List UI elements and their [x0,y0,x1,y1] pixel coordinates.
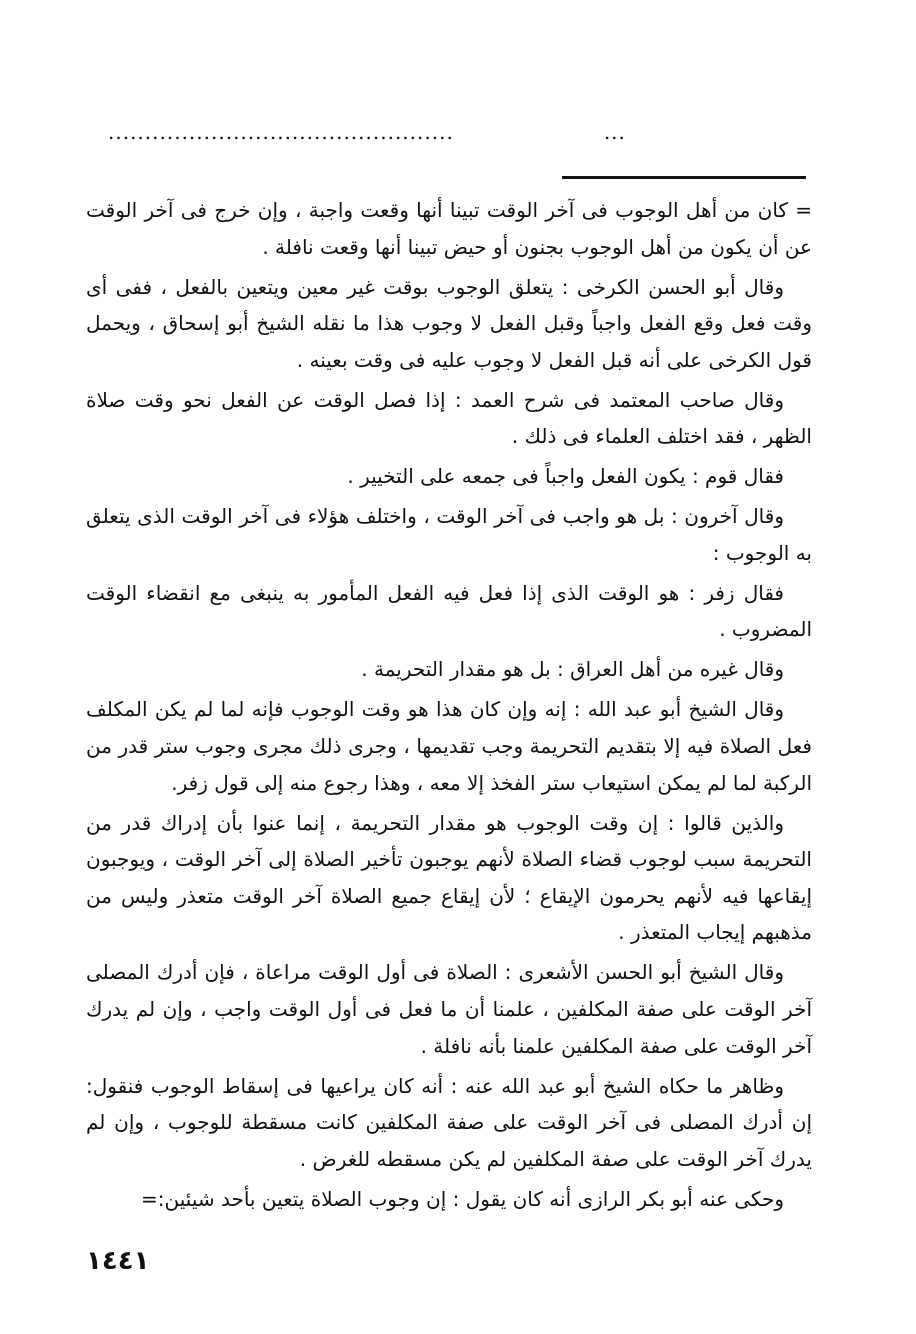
footnote-paragraph: فقال قوم : يكون الفعل واجباً فى جمعه على التخيير . [347,464,784,489]
dots-main: ............................................... [108,120,454,144]
page-number: ١٤٤١ [86,1246,150,1276]
footnote-paragraph: وقال الشيخ أبو عبد الله : إنه وإن كان هذا هو وقت الوجوب فإنه لما لم يكن المكلف فعل الصلاة فيه إلا بتقديم التحريمة وجب تقديمها ، وجرى ذلك مجرى وجوب ستر قدر من الركبة لما لم يمكن استيعاب ستر الفخذ إلا معه ، وهذا رجوع منه إلى قول زفر. [86,697,812,795]
footnote-paragraph: وقال غيره من أهل العراق : بل هو مقدار التحريمة . [361,657,784,682]
footnote-paragraph: والذين قالوا : إن وقت الوجوب هو مقدار التحريمة ، إنما عنوا بأن إدراك قدر من التحريمة سبب لوجوب قضاء الصلاة لأنهم يوجبون تأخير الصلاة إلى آخر الوقت ، ويوجبون إيقاعها فيه لأنهم يحرمون الإيقاع ؛ لأن إيقاع جميع الصلاة آخر الوقت متعذر وليس من مذهبهم إيجاب المتعذر . [86,810,812,945]
footnote-paragraph: وحكى عنه أبو بكر الرازى أنه كان يقول : إن وجوب الصلاة يتعين بأحد شيئين:= [141,1186,784,1211]
footnote-paragraph: وقال الشيخ أبو الحسن الأشعرى : الصلاة فى أول الوقت مراعاة ، فإن أدرك المصلى آخر الوقت على صفة المكلفين ، علمنا أن ما فعل فى أول الوقت واجب ، وإن لم يدرك آخر الوقت على صفة المكلفين علمنا بأنه نافلة . [86,960,812,1058]
footnote-paragraph: وظاهر ما حكاه الشيخ أبو عبد الله عنه : أنه كان يراعيها فى إسقاط الوجوب فنقول: إن أدرك المصلى فى آخر الوقت على صفة المكلفين كانت مسقطة للوجوب ، وإن لم يدرك آخر الوقت على صفة المكلفين لم يكن مسقطه للغرض . [86,1073,812,1171]
footnote-paragraph: وقال آخرون : بل هو واجب فى آخر الوقت ، واختلف هؤلاء فى آخر الوقت الذى يتعلق به الوجوب : [86,504,812,565]
footnote-rule [562,176,806,179]
dots-tail: ... [603,120,626,144]
footnote-paragraph: وقال أبو الحسن الكرخى : يتعلق الوجوب بوقت غير معين ويتعين بالفعل ، ففى أى وقت فعل وقع الفعل واجباً وقبل الفعل لا وجوب هذا ما نقله الشيخ أبو إسحاق ، ويحمل قول الكرخى على أنه قبل الفعل لا وجوب عليه فى وقت بعينه . [86,274,812,372]
footnote-block [86,192,812,1221]
footnote-paragraph: فقال زفر : هو الوقت الذى إذا فعل فيه الفعل المأمور به ينبغى مع انقضاء الوقت المضروب . [86,580,812,642]
ellipsis-separator [108,120,626,144]
footnote-paragraph: وقال صاحب المعتمد فى شرح العمد : إذا فصل الوقت عن الفعل نحو وقت صلاة الظهر ، فقد اختلف العلماء فى ذلك . [86,387,812,449]
footnote-paragraph: = كان من أهل الوجوب فى آخر الوقت تبينا أنها وقعت واجبة ، وإن خرج فى آخر الوقت عن أن يكون من أهل الوجوب بجنون أو حيض تبينا أنها وقعت نافلة . [86,198,812,259]
